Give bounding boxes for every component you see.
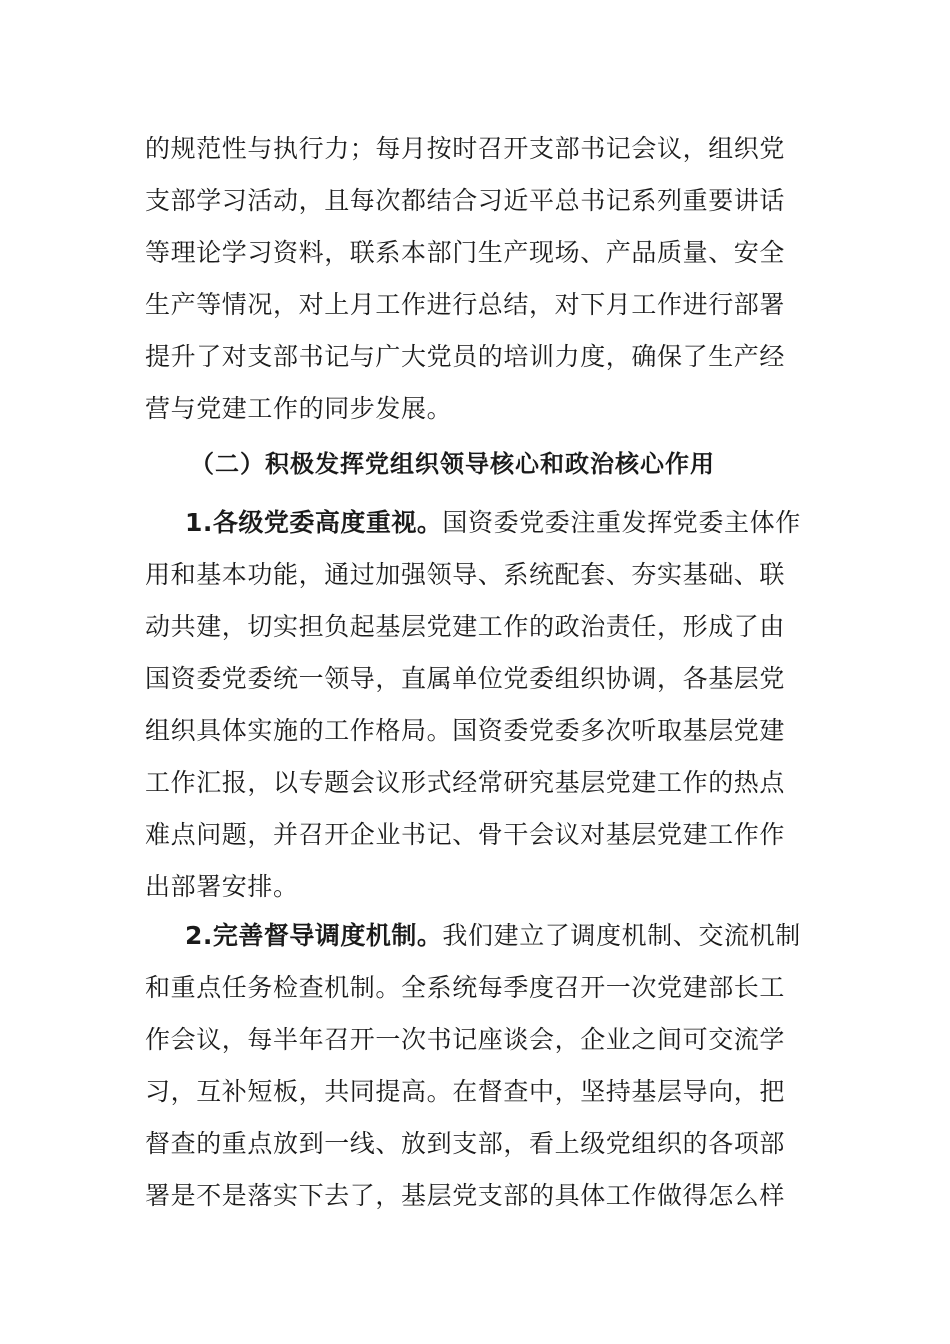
text-line: 用和基本功能，通过加强领导、系统配套、夯实基础、联	[145, 560, 786, 589]
text-line: 等理论学习资料，联系本部门生产现场、产品质量、安全	[145, 238, 786, 267]
text-line: 工作汇报，以专题会议形式经常研究基层党建工作的热点	[145, 768, 786, 797]
text-line: 作会议，每半年召开一次书记座谈会，企业之间可交流学	[145, 1025, 786, 1054]
paragraph-1	[145, 497, 807, 913]
text-line: 组织具体实施的工作格局。国资委党委多次听取基层党建	[145, 716, 786, 745]
paragraph-2	[145, 910, 807, 1222]
text-line: 难点问题，并召开企业书记、骨干会议对基层党建工作作	[145, 820, 786, 849]
text-line: 和重点任务检查机制。全系统每季度召开一次党建部长工	[145, 973, 786, 1002]
section-heading: （二）积极发挥党组织领导核心和政治核心作用	[190, 449, 715, 478]
text-line-first	[145, 497, 807, 549]
text-line: 国资委党委统一领导，直属单位党委组织协调，各基层党	[145, 664, 786, 693]
paragraph-first-rest: 国资委党委注重发挥党委主体作	[442, 508, 801, 537]
text-line: 营与党建工作的同步发展。	[145, 394, 453, 423]
paragraph-lead: 1.各级党委高度重视。	[185, 508, 443, 537]
text-line: 的规范性与执行力；每月按时召开支部书记会议，组织党	[145, 134, 786, 163]
text-line: 生产等情况，对上月工作进行总结，对下月工作进行部署	[145, 290, 786, 319]
text-line: 习，互补短板，共同提高。在督查中，坚持基层导向，把	[145, 1077, 786, 1106]
paragraph-lead: 2.完善督导调度机制。	[185, 921, 443, 950]
text-line: 动共建，切实担负起基层党建工作的政治责任，形成了由	[145, 612, 786, 641]
text-line: 支部学习活动，且每次都结合习近平总书记系列重要讲话	[145, 186, 786, 215]
text-line-first	[145, 910, 807, 962]
paragraph-continued	[145, 123, 807, 435]
text-line: 提升了对支部书记与广大党员的培训力度，确保了生产经	[145, 342, 786, 371]
text-line: 督查的重点放到一线、放到支部，看上级党组织的各项部	[145, 1129, 786, 1158]
text-line: 署是不是落实下去了，基层党支部的具体工作做得怎么样	[145, 1181, 786, 1210]
paragraph-first-rest: 我们建立了调度机制、交流机制	[442, 921, 801, 950]
text-line: 出部署安排。	[145, 872, 299, 901]
